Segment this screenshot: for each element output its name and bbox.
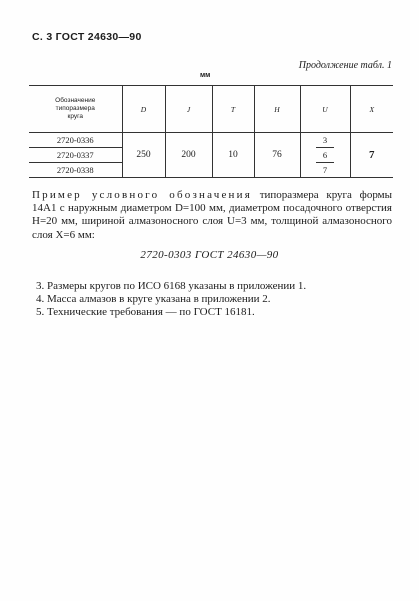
- table-row: [29, 133, 393, 178]
- value-d: 250: [122, 133, 165, 178]
- value-t: 10: [212, 133, 254, 178]
- column-header-h: H: [254, 86, 300, 133]
- notes-list: [36, 280, 306, 319]
- table-header-row: [29, 86, 393, 133]
- value-x: 7: [350, 133, 393, 178]
- column-header-u: U: [300, 86, 350, 133]
- column-header-j: J: [165, 86, 212, 133]
- table-unit-label: мм: [200, 72, 211, 79]
- note-item: 3. Размеры кругов по ИСО 6168 указаны в приложении 1.: [36, 280, 307, 292]
- column-header-designation-line: Обозначение: [55, 97, 96, 104]
- example-designation: 2720-0303 ГОСТ 24630—90: [140, 249, 279, 261]
- value-u-cell: [300, 133, 350, 178]
- column-header-d: D: [122, 86, 165, 133]
- column-header-t: T: [212, 86, 254, 133]
- column-header-designation: [29, 86, 122, 133]
- example-paragraph: [32, 189, 392, 242]
- note-item: 5. Технические требования — по ГОСТ 16181.: [36, 306, 255, 318]
- note-item: 4. Масса алмазов в круге указана в приложении 2.: [36, 293, 271, 305]
- column-header-x: X: [350, 86, 393, 133]
- value-j: 200: [165, 133, 212, 178]
- dimensions-table: [29, 85, 393, 178]
- designation-code: 2720-0338: [56, 165, 94, 175]
- table-continuation-label: Продолжение табл. 1: [298, 60, 392, 71]
- example-lead: Пример условного обозначения: [32, 189, 252, 201]
- designation-code: 2720-0336: [29, 133, 122, 148]
- page-header-code: С. 3 ГОСТ 24630—90: [32, 31, 142, 43]
- column-header-designation-line: круга: [67, 113, 83, 120]
- example-body: типоразмера круга формы 14А1 с наружным диаметром D=100 мм, диаметром посадочного отверстия H=20 мм, шириной алмазоносного слоя U=3 мм, толщиной алмазоносного слоя X=6 мм:: [32, 189, 392, 241]
- designation-code: 2720-0337: [29, 148, 122, 163]
- value-u: 7: [322, 165, 328, 175]
- column-header-designation-line: типоразмера: [55, 105, 95, 112]
- value-u: 3: [316, 133, 334, 148]
- designation-cell: [29, 133, 122, 178]
- value-h: 76: [254, 133, 300, 178]
- value-u: 6: [316, 148, 334, 163]
